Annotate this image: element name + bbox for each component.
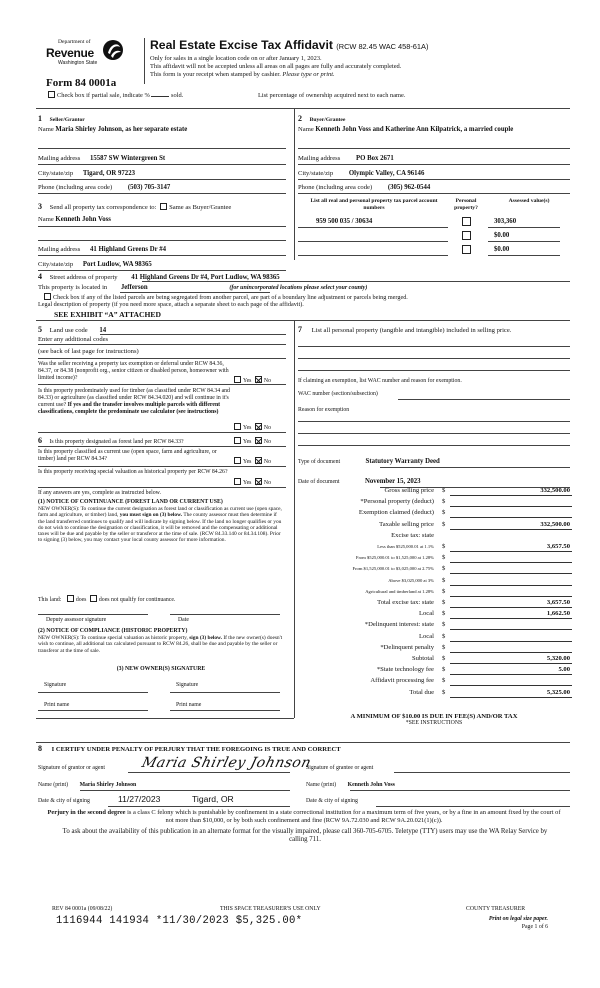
parcel-col-header: List all real and personal property tax parcel account numbers bbox=[310, 198, 438, 211]
land-use-q2-answer: Yes No bbox=[232, 423, 271, 432]
calc-value[interactable]: 332,500.00 bbox=[540, 487, 570, 494]
seller-mailing-row: Mailing address 15587 SW Wintergreen St bbox=[38, 155, 166, 162]
dollar-sign: $ bbox=[442, 498, 446, 506]
certify-heading: 8 I CERTIFY UNDER PENALTY OF PERJURY THAT THE FOREGOING IS TRUE AND CORRECT bbox=[38, 744, 341, 753]
calc-label: Affidavit processing fee bbox=[370, 677, 434, 685]
treasurer-stamp: 1116944 141934 *11/30/2023 $5,325.00* bbox=[56, 915, 303, 927]
dollar-sign: $ bbox=[442, 599, 446, 606]
land-use-q1: Was the seller receiving a property tax exemption or deferral under RCW 84.36, 84.37, or 84.38 (nonprofit org., senior citizen or disabled person, homeowner with limited income)? bbox=[38, 361, 229, 381]
segregated-row: Check box if any of the listed parcels are being segregated from another parcel, are part of a boundary line adjustment or parcels being merged. bbox=[42, 293, 408, 301]
seller-phone-row: Phone (including area code) (503) 705-3147 bbox=[38, 184, 171, 191]
does-not-qualify-checkbox[interactable] bbox=[90, 595, 97, 602]
doc-date-row: Date of document November 15, 2023 bbox=[298, 478, 421, 485]
segregated-checkbox[interactable] bbox=[44, 293, 51, 300]
legal-label: Legal description of property (if you need more space, attach a separate sheet to each page of the affidavit). bbox=[38, 301, 304, 308]
seller-phone[interactable]: (503) 705-3147 bbox=[127, 184, 171, 191]
calc-label: Total excise tax: state bbox=[377, 599, 434, 606]
calc-row bbox=[300, 532, 572, 544]
dollar-sign: $ bbox=[442, 621, 446, 629]
dollar-sign: $ bbox=[442, 610, 446, 618]
grantor-signature[interactable]: Maria Shirley Johnson bbox=[140, 755, 313, 771]
parcel-1[interactable]: 959 500 035 / 30634 bbox=[316, 218, 373, 225]
dollar-sign: $ bbox=[442, 487, 446, 494]
doc-type-row: Type of document Statutory Warranty Deed bbox=[298, 458, 440, 465]
calc-label: Agricultural and timberland at 1.28% bbox=[365, 588, 434, 594]
calc-row bbox=[300, 565, 572, 577]
dollar-sign: $ bbox=[442, 655, 446, 662]
notice2-title: (2) NOTICE OF COMPLIANCE (HISTORIC PROPERTY) bbox=[38, 628, 188, 634]
does-qualify-checkbox[interactable] bbox=[67, 595, 74, 602]
calc-label: Above $3,025,000 at 3% bbox=[388, 577, 434, 583]
buyer-name[interactable]: Kenneth John Voss and Katherine Ann Kilpatrick, a married couple bbox=[315, 126, 514, 133]
grantee-sig-label: Signature of grantee or agent bbox=[306, 765, 374, 771]
calc-label: *Delinquent interest: state bbox=[364, 621, 434, 629]
legal-description[interactable]: SEE EXHIBIT “A” ATTACHED bbox=[54, 310, 161, 319]
dept-line1: Department of bbox=[58, 39, 91, 45]
calc-label: Taxable selling price bbox=[379, 520, 434, 528]
q2-no-checkbox[interactable] bbox=[255, 423, 262, 430]
assessed-2[interactable]: $0.00 bbox=[494, 232, 510, 239]
buyer-mailing-row: Mailing address PO Box 2671 bbox=[298, 155, 394, 162]
land-use-q1-answer: Yes No bbox=[232, 376, 271, 385]
calc-label: Local bbox=[418, 632, 434, 640]
page-number: Page 1 of 6 bbox=[521, 924, 548, 930]
assessed-1[interactable]: 303,360 bbox=[494, 218, 517, 225]
personal-col-header: Personal property? bbox=[454, 198, 478, 211]
dept-name: Revenue bbox=[46, 46, 94, 60]
land-use-row: 5 Land use code 14 bbox=[38, 325, 107, 334]
correspondence-city-row: City/state/zip Port Ludlow, WA 98365 bbox=[38, 261, 152, 268]
form-rev: REV 84 0001a (09/08/22) bbox=[52, 906, 113, 912]
header-note-1: Only for sales in a single location code on or after January 1, 2023. bbox=[150, 55, 322, 62]
correspondence-mailing[interactable]: 41 Highland Greens Dr #4 bbox=[89, 246, 167, 253]
calc-value[interactable]: 3,657.50 bbox=[546, 543, 570, 550]
dollar-sign: $ bbox=[442, 554, 446, 562]
minimum-note: A MINIMUM OF $10.00 IS DUE IN FEE(S) AND/OR TAX bbox=[350, 713, 518, 720]
forest-q2-no-checkbox[interactable] bbox=[255, 457, 262, 464]
calc-row bbox=[300, 498, 572, 510]
forest-q3: Is this property receiving special valuation as historical property per RCW 84.26? bbox=[38, 469, 228, 475]
buyer-mailing[interactable]: PO Box 2671 bbox=[355, 155, 394, 162]
same-as-buyer-checkbox[interactable] bbox=[160, 203, 167, 210]
buyer-phone[interactable]: (305) 962-0544 bbox=[387, 184, 431, 191]
dollar-sign: $ bbox=[442, 587, 446, 595]
calc-row bbox=[300, 543, 572, 555]
form-number: Form 84 0001a bbox=[46, 77, 117, 89]
property-located-row: This property is located in Jefferson (for unincorporated locations please select your county) bbox=[38, 284, 368, 291]
calc-row bbox=[300, 487, 572, 499]
forest-q3-yes-checkbox[interactable] bbox=[234, 478, 241, 485]
forest-q2-answer: Yes No bbox=[232, 457, 271, 466]
new-owner-signature-1[interactable]: Signature bbox=[44, 682, 67, 688]
grantor-name[interactable]: Maria Shirley Johnson bbox=[79, 782, 137, 788]
grantor-city[interactable]: Tigard, OR bbox=[192, 794, 234, 804]
correspondence-heading: 3 Send all property tax correspondence to: Same as Buyer/Grantee bbox=[38, 202, 232, 211]
dollar-sign: $ bbox=[442, 509, 446, 517]
dor-logo bbox=[44, 36, 144, 76]
forest-if-any: If any answers are yes, complete as instructed below. bbox=[38, 490, 161, 496]
buyer-city[interactable]: Olympic Valley, CA 96146 bbox=[348, 170, 425, 177]
forest-q3-no-checkbox[interactable] bbox=[255, 478, 262, 485]
calc-row bbox=[300, 644, 572, 656]
dollar-sign: $ bbox=[442, 576, 446, 584]
correspondence-city[interactable]: Port Ludlow, WA 98365 bbox=[82, 261, 152, 268]
calc-label: Gross selling price bbox=[384, 487, 434, 494]
wac-label: WAC number (section/subsection) bbox=[298, 391, 378, 397]
personal-3-checkbox[interactable] bbox=[462, 245, 471, 254]
dollar-sign: $ bbox=[442, 688, 446, 696]
form-title: Real Estate Excise Tax Affidavit (RCW 82.45 WAC 458-61A) bbox=[150, 38, 429, 52]
buyer-name-row: Name Kenneth John Voss and Katherine Ann Kilpatrick, a married couple bbox=[298, 126, 514, 133]
seller-name-row: Name Maria Shirley Johnson, as her separate estate bbox=[38, 126, 188, 133]
perjury-notice: Perjury in the second degree is a class C felony which is punishable by confinement in a state correctional institution for a maximum term of five years, or by a fine in an amount fixed by the court of not more than $10,000, or by both such confinement and fine (RCW 9A.72.030 and RCW 9A.20.021(1)(c)). bbox=[47, 809, 561, 824]
property-street[interactable]: 41 Highland Greens Dr #4, Port Ludlow, WA 98365 bbox=[131, 274, 280, 281]
grantor-date[interactable]: 11/27/2023 bbox=[118, 794, 161, 804]
header-note-3: This form is your receipt when stamped by cashier. Please type or print. bbox=[150, 71, 335, 78]
calc-label: Exemption claimed (deduct) bbox=[358, 509, 434, 517]
partial-sale-checkbox[interactable] bbox=[48, 91, 55, 98]
seller-city[interactable]: Tigard, OR 97223 bbox=[82, 170, 136, 177]
calc-label: Total due bbox=[409, 688, 434, 696]
grantee-name-row: Name (print) Kenneth John Voss bbox=[306, 782, 395, 788]
assessed-3[interactable]: $0.00 bbox=[494, 246, 510, 253]
calc-row bbox=[300, 689, 572, 701]
calc-label: Local bbox=[418, 610, 434, 618]
calc-value[interactable]: 332,500.00 bbox=[540, 520, 570, 528]
grantee-name[interactable]: Kenneth John Voss bbox=[347, 782, 395, 788]
reason-label: Reason for exemption bbox=[298, 407, 350, 413]
calc-row bbox=[300, 666, 572, 678]
wa-logo-icon bbox=[102, 38, 124, 62]
seller-name[interactable]: Maria Shirley Johnson, as her separate estate bbox=[55, 126, 188, 133]
forest-q1-yes-checkbox[interactable] bbox=[234, 437, 241, 444]
personal-2-checkbox[interactable] bbox=[462, 231, 471, 240]
calc-value[interactable]: 5,325.00 bbox=[546, 688, 570, 696]
buyer-city-row: City/state/zip Olympic Valley, CA 96146 bbox=[298, 170, 425, 177]
forest-q2: Is this property classified as current use (open space, farm and agriculture, or timber) land per RCW 84.34? bbox=[38, 449, 217, 462]
correspondence-mailing-row: Mailing address 41 Highland Greens Dr #4 bbox=[38, 246, 167, 253]
new-owner-print-2[interactable]: Print name bbox=[176, 702, 202, 708]
seller-heading: 1 Seller/Grantor bbox=[38, 114, 85, 123]
calc-value[interactable]: 3,657.50 bbox=[546, 599, 570, 606]
land-use-code[interactable]: 14 bbox=[99, 327, 107, 334]
ownership-note: List percentage of ownership acquired next to each name. bbox=[258, 92, 406, 99]
calc-row bbox=[300, 521, 572, 533]
see-instructions: *SEE INSTRUCTIONS bbox=[405, 720, 463, 726]
calc-label: Excise tax: state bbox=[391, 531, 434, 539]
grantor-sig-label: Signature of grantor or agent bbox=[38, 765, 105, 771]
seller-city-row: City/state/zip Tigard, OR 97223 bbox=[38, 170, 136, 177]
additional-codes-label: Enter any additional codes bbox=[38, 336, 109, 343]
alt-format-notice: To ask about the availability of this publication in an alternate format for the visually impaired, please call 360-705-6705. Teletype (TTY) users may use the WA Relay Service by calling 711. bbox=[62, 828, 548, 844]
deputy-date-label: Date bbox=[178, 617, 189, 623]
calc-row bbox=[300, 554, 572, 566]
forest-q1-no-checkbox[interactable] bbox=[255, 437, 262, 444]
calc-label: From $525,000.01 to $1,525,000 at 1.28% bbox=[355, 555, 434, 561]
buyer-heading: 2 Buyer/Grantee bbox=[298, 114, 346, 123]
calc-label: Subtotal bbox=[412, 655, 434, 662]
calc-row bbox=[300, 577, 572, 589]
doc-type[interactable]: Statutory Warranty Deed bbox=[365, 458, 440, 465]
partial-sale: Check box if partial sale, indicate % sold. bbox=[46, 91, 183, 100]
calc-value[interactable]: 5.00 bbox=[558, 666, 570, 674]
doc-date[interactable]: November 15, 2023 bbox=[364, 478, 421, 485]
calc-label: *Delinquent penalty bbox=[380, 643, 434, 651]
notice2-text: NEW OWNER(S): To continue special valuation as historic property, sign (3) below. If the new owner(s) doesn't wish to continue, all additional tax calculated pursuant to RCW 84.26, shall be due and payable by the seller or transferor at the time of sale. bbox=[38, 635, 283, 654]
calc-label: Less than $525,000.01 at 1.1% bbox=[377, 544, 434, 549]
correspondence-name-row: Name Kenneth John Voss bbox=[38, 216, 111, 223]
dollar-sign: $ bbox=[442, 543, 446, 550]
see-back-label: (see back of last page for instructions) bbox=[38, 348, 139, 355]
notice1-text: NEW OWNER(S): To continue the current designation as forest land or classification as current use (open space, farm and agriculture, or timber) land, you must sign on (3) below. The county assessor must then determine if the land transferred continues to qualify and will indicate by signing below. If the land no longer qualifies or you do not wish to continue the designation or classification, it will be removed and the compensating or additional taxes will be due and payable by the seller or transferor at the time of sale. (RCW 84.33.140 or 84.34.108). Prior to signing (3) below, you may contact your local county assessor for more information. bbox=[38, 506, 282, 544]
calc-row bbox=[300, 509, 572, 521]
correspondence-name[interactable]: Kenneth John Voss bbox=[55, 216, 111, 223]
property-street-row: 4 Street address of property 41 Highland Greens Dr #4, Port Ludlow, WA 98365 bbox=[38, 272, 280, 281]
header-note-2: This affidavit will not be accepted unless all areas on all pages are fully and accurately completed. bbox=[150, 63, 402, 70]
assessed-col-header: Assessed value(s) bbox=[508, 198, 550, 204]
q1-no-checkbox[interactable] bbox=[255, 376, 262, 383]
forest-q1: 6 Is this property designated as forest land per RCW 84.33? bbox=[38, 436, 184, 445]
calc-row bbox=[300, 588, 572, 600]
dollar-sign: $ bbox=[442, 565, 446, 573]
q1-yes-checkbox[interactable] bbox=[234, 376, 241, 383]
calc-row bbox=[300, 633, 572, 645]
calc-row bbox=[300, 599, 572, 611]
forest-q1-answer: Yes No bbox=[232, 437, 271, 446]
calc-row bbox=[300, 655, 572, 667]
dollar-sign: $ bbox=[442, 677, 446, 685]
personal-1-checkbox[interactable] bbox=[462, 217, 471, 226]
calc-label: *Personal property (deduct) bbox=[360, 498, 434, 506]
personal-prop-label: 7 List all personal property (tangible and intangible) included in selling price. bbox=[298, 325, 512, 334]
notice3-title: (3) NEW OWNER(S) SIGNATURE bbox=[116, 666, 206, 672]
forest-q3-answer: Yes No bbox=[232, 478, 271, 487]
property-county[interactable]: Jefferson bbox=[120, 284, 148, 291]
dollar-sign: $ bbox=[442, 632, 446, 640]
this-land-row: This land: does does not qualify for continuance. bbox=[38, 597, 176, 603]
calc-label: From $1,525,000.01 to $3,025,000 at 2.75% bbox=[352, 566, 434, 572]
county-treasurer: COUNTY TREASURER bbox=[466, 906, 526, 912]
exemption-label: If claiming an exemption, list WAC number and reason for exemption. bbox=[298, 378, 462, 384]
grantee-date-row: Date & city of signing bbox=[306, 798, 358, 804]
treasurer-space: THIS SPACE TREASURER'S USE ONLY bbox=[220, 906, 321, 912]
new-owner-print-1[interactable]: Print name bbox=[44, 702, 70, 708]
calc-row bbox=[300, 610, 572, 622]
grantor-date-row: Date & city of signing bbox=[38, 798, 90, 804]
dept-state: Washington State bbox=[58, 60, 98, 66]
grantor-name-row: Name (print) Maria Shirley Johnson bbox=[38, 782, 137, 788]
land-use-q2: Is this property predominately used for timber (as classified under RCW 84.34 and 84.33) or agriculture (as classified under RCW 84.34.020) and will continue in it's current use? If yes and the transfer involves multiple parcels with different classifications, complete the predominate use calculator (see instructions) bbox=[38, 388, 230, 415]
calc-value[interactable]: 1,662.50 bbox=[546, 610, 570, 618]
calc-row bbox=[300, 621, 572, 633]
new-owner-signature-2[interactable]: Signature bbox=[176, 682, 199, 688]
dollar-sign: $ bbox=[442, 520, 446, 528]
notice1-title: (1) NOTICE OF CONTINUANCE (FOREST LAND OR CURRENT USE) bbox=[38, 499, 223, 505]
forest-q2-yes-checkbox[interactable] bbox=[234, 457, 241, 464]
calc-value[interactable]: 5,320.00 bbox=[546, 655, 570, 662]
seller-mailing[interactable]: 15587 SW Wintergreen St bbox=[89, 155, 166, 162]
deputy-signature-label: Deputy assessor signature bbox=[46, 617, 107, 623]
calc-row bbox=[300, 677, 572, 689]
dollar-sign: $ bbox=[442, 643, 446, 651]
dollar-sign: $ bbox=[442, 666, 446, 674]
buyer-phone-row: Phone (including area code) (305) 962-0544 bbox=[298, 184, 431, 191]
calc-label: *State technology fee bbox=[376, 666, 434, 674]
q2-yes-checkbox[interactable] bbox=[234, 423, 241, 430]
legal-paper-note: Print on legal size paper. bbox=[488, 916, 548, 922]
